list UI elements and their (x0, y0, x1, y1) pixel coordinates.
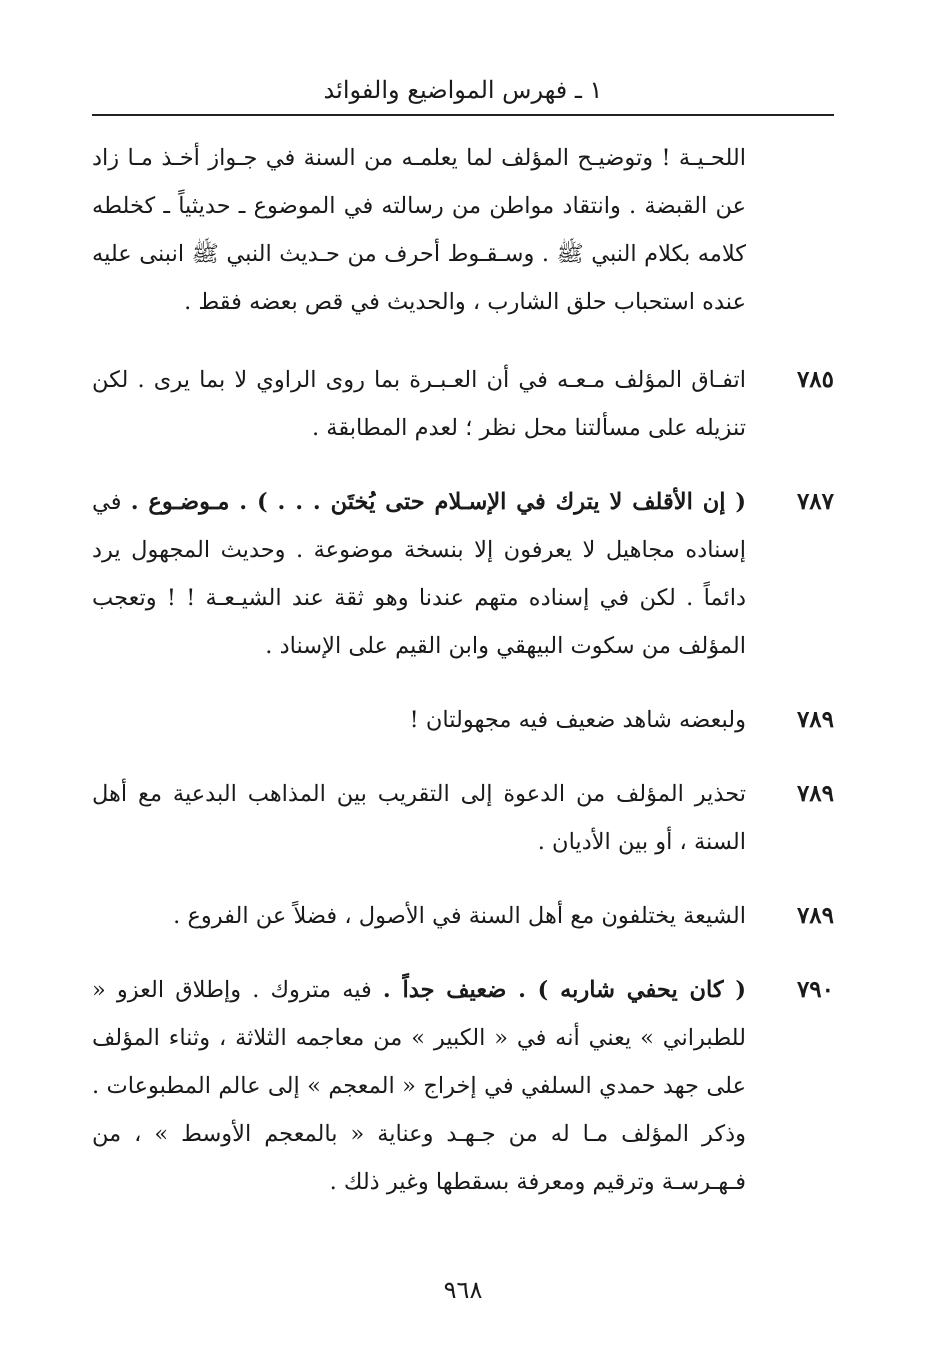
entry-body: تحذير المؤلف من الدعوة إلى التقريب بين المذاهب البدعية مع أهل السنة ، أو بين الأديان . (92, 781, 746, 855)
entry-page-number: ٧٨٩ (796, 780, 834, 807)
hadith-title: ( إن الأقلف لا يترك في الإسـلام حتى يُختَن . . . ) . مـوضـوع . (130, 489, 746, 515)
header-rule (92, 114, 834, 116)
index-entry (92, 478, 834, 670)
entry-text (92, 770, 746, 866)
index-entry (92, 966, 834, 1206)
entry-page-number: ٧٨٩ (796, 706, 834, 733)
running-header: ١ ـ فهرس المواضيع والفوائد (323, 76, 603, 104)
entry-body: فيه متروك . وإطلاق العزو « للطبراني » يعني أنه في « الكبير » من معاجمه الثلاثة ، وثناء المؤلف على جهد حمدي السلفي في إخراج « المعجم » إلى عالم المطبوعات . وذكر المؤلف مـا له من جـهـد وعناية « بالمعجم الأوسط » ، من فـهـرسـة وترقيم ومعرفة بسقطها وغير ذلك . (92, 977, 746, 1195)
entry-text (92, 966, 746, 1206)
entry-page-number: ٧٨٩ (796, 902, 834, 929)
index-entry (92, 696, 834, 744)
entry-text (92, 696, 746, 744)
index-entry (92, 356, 834, 452)
hadith-title: ( كان يحفي شاربه ) . ضعيف جداً . (382, 977, 746, 1003)
entry-page-number: ٧٩٠ (796, 976, 834, 1003)
entry-body: في إسناده مجاهيل لا يعرفون إلا بنسخة موضوعة . وحديث المجهول يرد دائماً . لكن في إسناده متهم عندنا وهو ثقة عند الشيـعـة ! ! وتعجب المؤلف من سكوت البيهقي وابن القيم على الإسناد . (92, 489, 746, 659)
entry-body: الشيعة يختلفون مع أهل السنة في الأصول ، فضلاً عن الفروع . (173, 903, 746, 929)
index-list (92, 134, 834, 1232)
entry-text (92, 478, 746, 670)
entry-page-number: ٧٨٥ (796, 366, 834, 393)
entry-text: اللحـيـة ! وتوضيـح المؤلف لما يعلمـه من السنة في جـواز أخـذ مـا زاد عن القبضة . وانتقاد مواطن من رسالته في الموضوع ـ حديثياً ـ كخلطه كلامه بكلام النبي ﷺ . وسـقـوط أحرف من حـديث النبي ﷺ انبنى عليه عنده استحباب حلق الشارب ، والحديث في قص بعضه فقط . (92, 145, 746, 315)
entry-text (92, 356, 746, 452)
entry-body: ولبعضه شاهد ضعيف فيه مجهولتان ! (409, 707, 746, 733)
page-number: ٩٦٨ (443, 1276, 483, 1304)
entry-page-number: ٧٨٧ (796, 488, 834, 515)
entry-body: اتفـاق المؤلف مـعـه في أن العـبـرة بما روى الراوي لا بما يرى . لكن تنزيله على مسألتنا محل نظر ؛ لعدم المطابقة . (92, 367, 746, 441)
index-entry-continued (92, 134, 834, 326)
index-entry (92, 892, 834, 940)
index-entry (92, 770, 834, 866)
entry-text (92, 892, 746, 940)
